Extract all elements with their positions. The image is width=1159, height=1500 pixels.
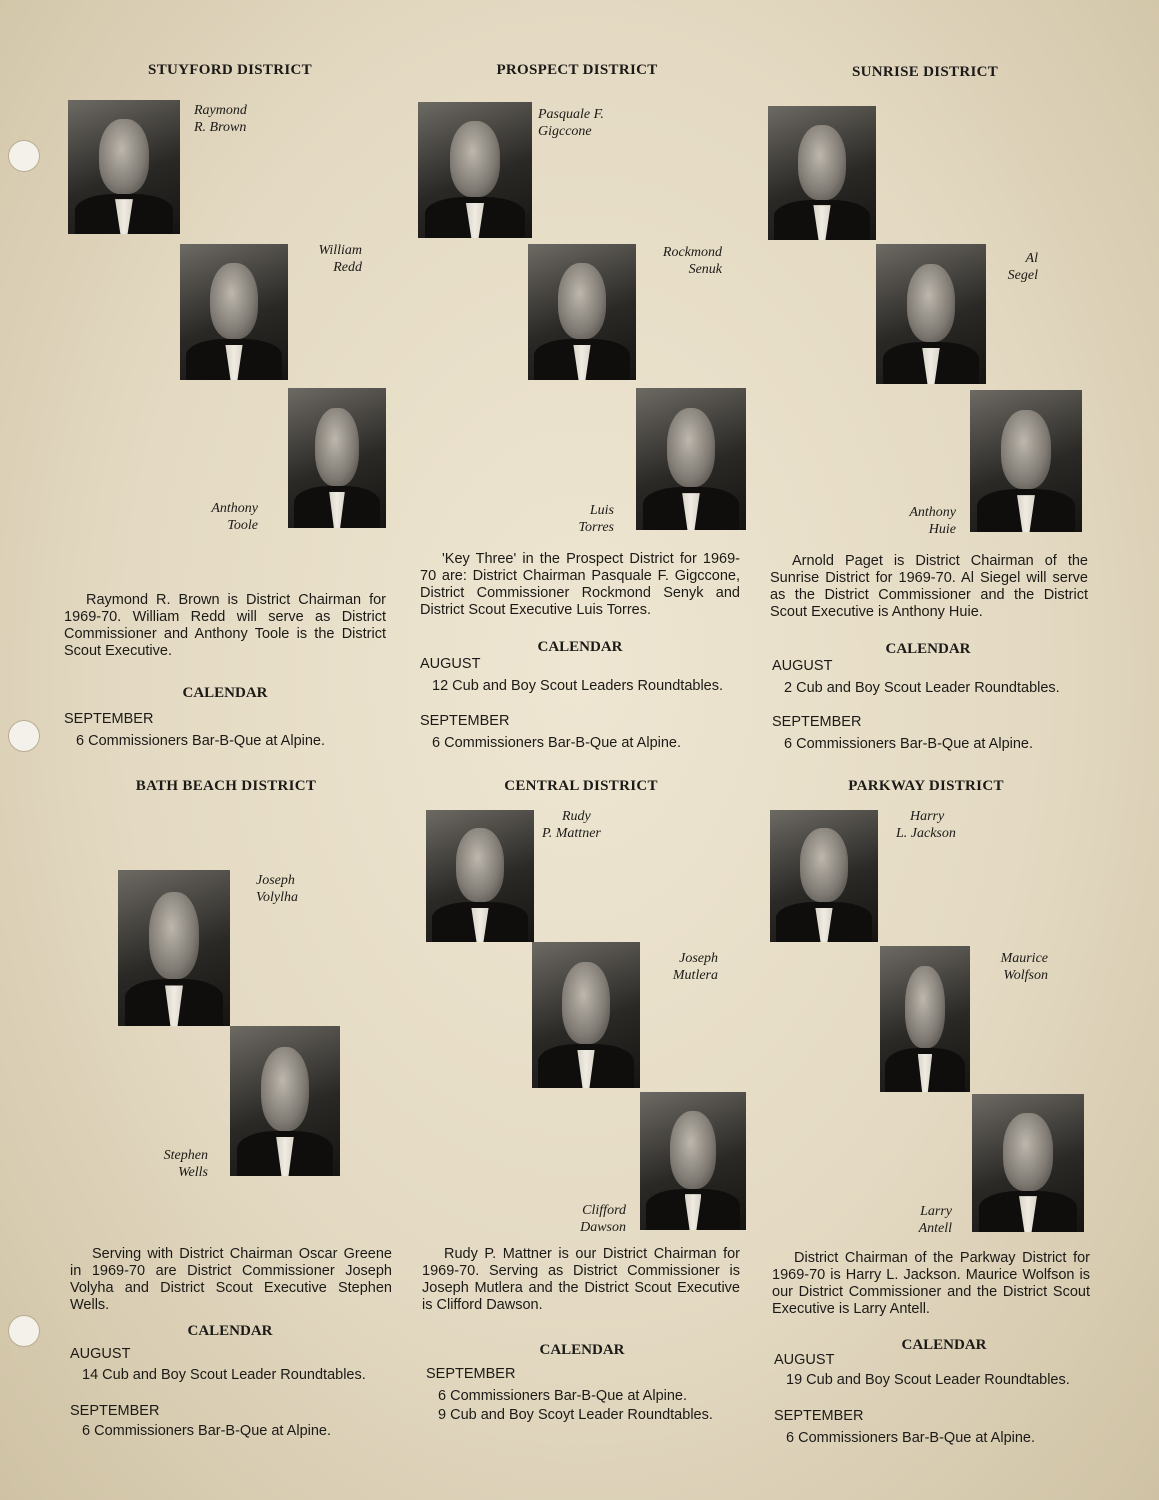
photo-caption: Harry L. Jackson <box>896 809 956 841</box>
photo-caption: William Redd <box>318 243 362 275</box>
calendar-month: AUGUST <box>420 656 481 672</box>
calendar-month: AUGUST <box>772 658 833 674</box>
calendar-event: 2 Cub and Boy Scout Leader Roundtables. <box>784 680 1060 696</box>
calendar-event: 6 Commissioners Bar-B-Que at Alpine. <box>82 1423 332 1439</box>
photo-caption: Luis Torres <box>578 503 614 535</box>
photo <box>118 870 230 1026</box>
photo <box>230 1026 340 1176</box>
photo <box>532 942 640 1088</box>
photo <box>180 244 288 380</box>
photo <box>68 100 180 234</box>
photo-caption: Maurice Wolfson <box>1000 951 1048 983</box>
calendar-event: 14 Cub and Boy Scout Leader Roundtables. <box>82 1367 366 1383</box>
photo-caption: Larry Antell <box>918 1204 952 1236</box>
photo <box>418 102 532 238</box>
photo-caption: Joseph Mutlera <box>672 951 718 983</box>
binder-hole <box>8 720 40 752</box>
photo-caption: Rockmond Senuk <box>662 245 722 277</box>
calendar-event: 6 Commissioners Bar-B-Que at Alpine. <box>786 1430 1036 1446</box>
photo <box>640 1092 746 1230</box>
calendar-event: 6 Commissioners Bar-B-Que at Alpine. <box>784 736 1034 752</box>
photo <box>876 244 986 384</box>
calendar-month: SEPTEMBER <box>772 714 862 730</box>
photo <box>972 1094 1084 1232</box>
photo <box>288 388 386 528</box>
calendar-event: 6 Commissioners Bar-B-Que at Alpine. <box>76 733 326 749</box>
district-heading: PARKWAY DISTRICT <box>848 778 1004 794</box>
photo <box>426 810 534 942</box>
photo <box>768 106 876 240</box>
photo-caption: Anthony Huie <box>909 505 956 537</box>
photo-caption: Al Segel <box>1007 251 1038 283</box>
calendar-heading: CALENDAR <box>901 1337 987 1353</box>
calendar-event: 6 Commissioners Bar-B-Que at Alpine. <box>432 735 682 751</box>
photo <box>528 244 636 380</box>
district-paragraph: Serving with District Chairman Oscar Greene in 1969-70 are District Commissioner Joseph Volyha and District Scout Executive Stephen Wells. <box>70 1246 392 1313</box>
calendar-event: 12 Cub and Boy Scout Leaders Roundtables. <box>432 678 724 694</box>
calendar-heading: CALENDAR <box>537 639 623 655</box>
calendar-month: SEPTEMBER <box>420 713 510 729</box>
calendar-event: 9 Cub and Boy Scoyt Leader Roundtables. <box>438 1407 713 1423</box>
district-heading: SUNRISE DISTRICT <box>851 64 999 80</box>
district-heading: CENTRAL DISTRICT <box>504 778 658 794</box>
district-heading: STUYFORD DISTRICT <box>148 62 312 78</box>
district-paragraph: 'Key Three' in the Prospect District for 1969-70 are: District Chairman Pasquale F. Gigccone, District Commissioner Rockmond Senyk and District Scout Executive Luis Torres. <box>420 551 740 618</box>
calendar-month: SEPTEMBER <box>70 1403 160 1419</box>
photo <box>880 946 970 1092</box>
calendar-heading: CALENDAR <box>539 1342 625 1358</box>
photo <box>770 810 878 942</box>
photo-caption: Raymond R. Brown <box>194 103 247 135</box>
calendar-month: SEPTEMBER <box>426 1366 516 1382</box>
district-heading: PROSPECT DISTRICT <box>496 62 658 78</box>
calendar-month: AUGUST <box>70 1346 131 1362</box>
photo-caption: Stephen Wells <box>163 1148 208 1180</box>
photo <box>636 388 746 530</box>
photo-caption: Clifford Dawson <box>580 1203 626 1235</box>
photo-caption: Rudy P. Mattner <box>542 809 601 841</box>
binder-hole <box>8 140 40 172</box>
calendar-month: SEPTEMBER <box>774 1408 864 1424</box>
calendar-heading: CALENDAR <box>885 641 971 657</box>
calendar-month: AUGUST <box>774 1352 835 1368</box>
calendar-event: 19 Cub and Boy Scout Leader Roundtables. <box>786 1372 1070 1388</box>
binder-hole <box>8 1315 40 1347</box>
calendar-heading: CALENDAR <box>187 1323 273 1339</box>
district-paragraph: Arnold Paget is District Chairman of the Sunrise District for 1969-70. Al Siegel will serve as the District Commissioner and the District Scout Executive is Anthony Huie. <box>770 553 1088 620</box>
photo <box>970 390 1082 532</box>
calendar-event: 6 Commissioners Bar-B-Que at Alpine. <box>438 1388 688 1404</box>
photo-caption: Joseph Volylha <box>256 873 298 905</box>
calendar-month: SEPTEMBER <box>64 711 154 727</box>
photo-caption: Anthony Toole <box>211 501 258 533</box>
calendar-heading: CALENDAR <box>182 685 268 701</box>
district-paragraph: Rudy P. Mattner is our District Chairman for 1969-70. Serving as District Commissioner is Joseph Mutlera and the District Scout Executive is Clifford Dawson. <box>422 1246 740 1313</box>
photo-caption: Pasquale F. Gigccone <box>538 107 604 139</box>
district-paragraph: District Chairman of the Parkway District for 1969-70 is Harry L. Jackson. Maurice Wolfson is our District Commissioner and the District Scout Executive is Larry Antell. <box>772 1250 1090 1317</box>
district-paragraph: Raymond R. Brown is District Chairman for 1969-70. William Redd will serve as District Commissioner and Anthony Toole is the District Scout Executive. <box>64 592 386 659</box>
district-heading: BATH BEACH DISTRICT <box>135 778 317 794</box>
